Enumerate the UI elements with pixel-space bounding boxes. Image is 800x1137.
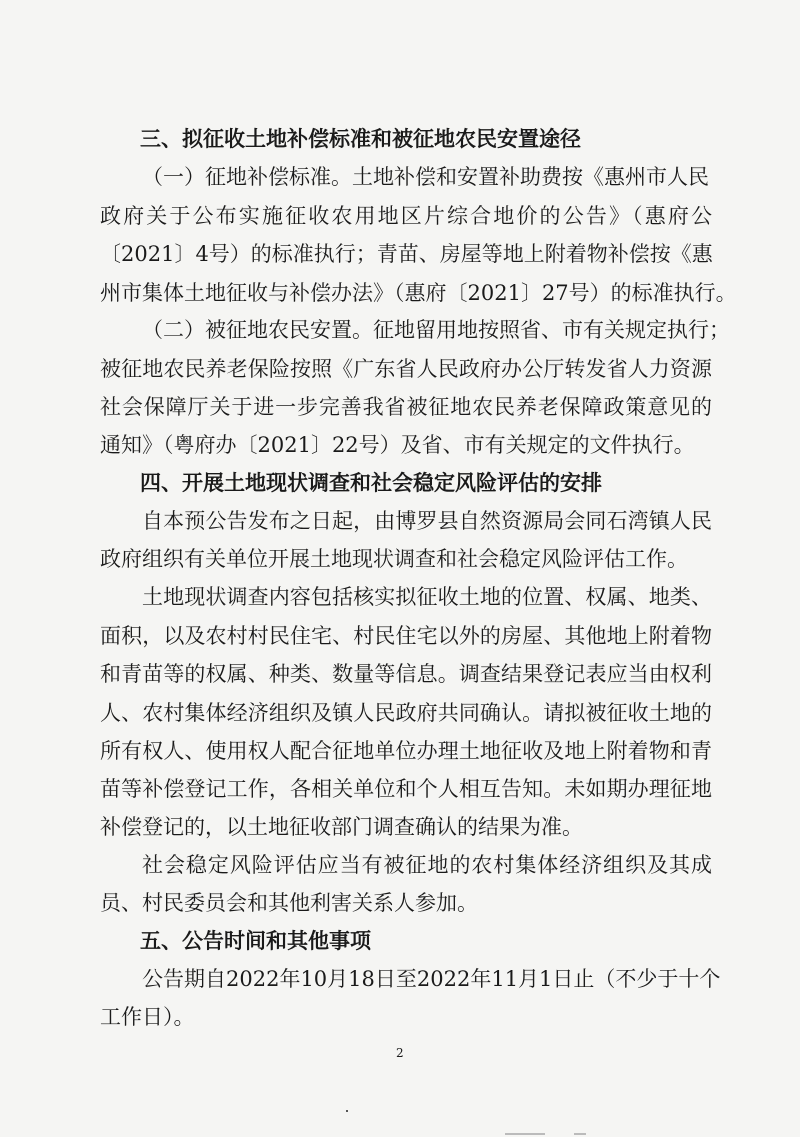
s4-p3-line-2: 员、村民委员会和其他利害关系人参加。 xyxy=(100,891,478,915)
s4-p2-line-1: 土地现状调查内容包括核实拟征收土地的位置、权属、地类、 xyxy=(142,585,712,609)
s3-p2-line-1: （二）被征地农民安置。征地留用地按照省、市有关规定执行； xyxy=(142,318,730,342)
section-5-heading: 五、公告时间和其他事项 xyxy=(140,929,371,953)
s4-p1-line-2: 政府组织有关单位开展土地现状调查和社会稳定风险评估工作。 xyxy=(100,547,688,571)
s4-p2-line-5: 所有权人、使用权人配合征地单位办理土地征收及地上附着物和青 xyxy=(100,739,712,763)
s5-p1-line-1: 公告期自2022年10月18日至2022年11月1日止（不少于十个 xyxy=(142,967,721,991)
s4-p1-line-1: 自本预公告发布之日起，由博罗县自然资源局会同石湾镇人民 xyxy=(142,509,712,533)
scan-speck xyxy=(574,1133,586,1135)
s4-p2-line-6: 苗等补偿登记工作，各相关单位和个人相互告知。未如期办理征地 xyxy=(100,777,712,801)
s3-p1-line-2: 政府关于公布实施征收农用地区片综合地价的公告》（惠府公 xyxy=(100,204,712,228)
s3-p1-line-1: （一）征地补偿标准。土地补偿和安置补助费按《惠州市人民 xyxy=(142,165,709,189)
scan-speck xyxy=(505,1133,545,1135)
s4-p2-line-3: 和青苗等的权属、种类、数量等信息。调查结果登记表应当由权利 xyxy=(100,662,712,686)
s3-p1-line-3: 〔2021〕4号）的标准执行；青苗、房屋等地上附着物补偿按《惠 xyxy=(100,242,713,266)
s3-p2-line-2: 被征地农民养老保险按照《广东省人民政府办公厅转发省人力资源 xyxy=(100,357,712,381)
s3-p2-line-4: 通知》（粤府办〔2021〕22号）及省、市有关规定的文件执行。 xyxy=(100,433,695,457)
s4-p3-line-1: 社会稳定风险评估应当有被征地的农村集体经济组织及其成 xyxy=(142,853,712,877)
s3-p2-line-3: 社会保障厅关于进一步完善我省被征地农民养老保障政策意见的 xyxy=(100,395,712,419)
page-number: 2 xyxy=(396,1046,404,1060)
s4-p2-line-7: 补偿登记的，以土地征收部门调查确认的结果为准。 xyxy=(100,815,583,839)
scan-speck xyxy=(346,1110,348,1112)
s4-p2-line-2: 面积，以及农村村民住宅、村民住宅以外的房屋、其他地上附着物 xyxy=(100,624,712,648)
section-3-heading: 三、拟征收土地补偿标准和被征地农民安置途径 xyxy=(140,127,581,151)
s4-p2-line-4: 人、农村集体经济组织及镇人民政府共同确认。请拟被征收土地的 xyxy=(100,701,712,725)
s3-p1-line-4: 州市集体土地征收与补偿办法》（惠府〔2021〕27号）的标准执行。 xyxy=(100,281,737,305)
section-4-heading: 四、开展土地现状调查和社会稳定风险评估的安排 xyxy=(140,471,602,495)
s5-p1-line-2: 工作日）。 xyxy=(100,1005,195,1029)
